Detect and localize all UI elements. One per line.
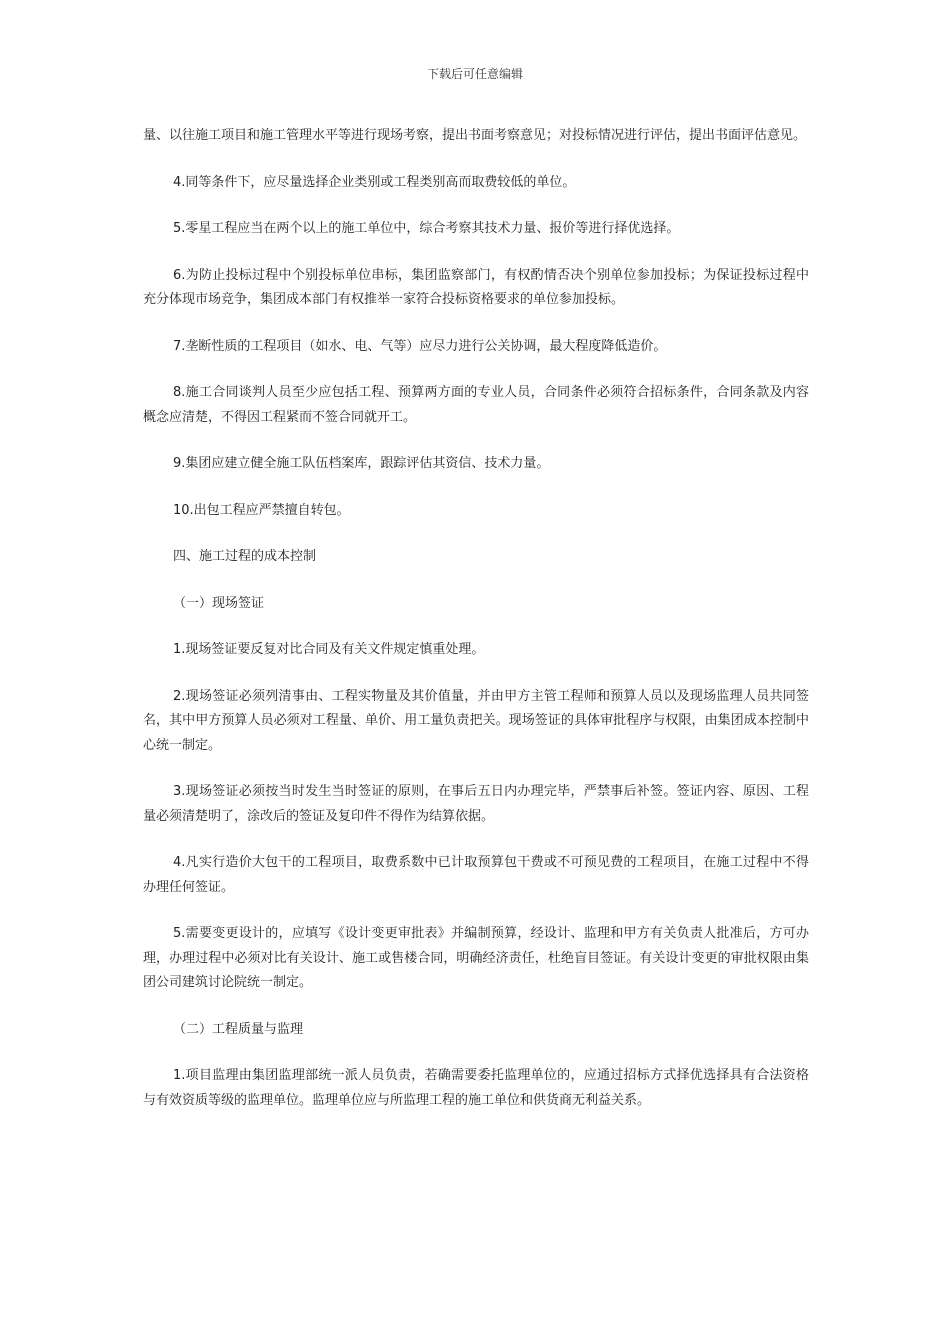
page-header: 下载后可任意编辑: [426, 67, 523, 81]
paragraph-item-5: 5.零星工程应当在两个以上的施工单位中，综合考察其技术力量、报价等进行择优选择。: [173, 221, 680, 236]
paragraph-visa-1: 1.现场签证要反复对比合同及有关文件规定慎重处理。: [173, 642, 485, 657]
paragraph-visa-5: 5.需要变更设计的，应填写《设计变更审批表》并编制预算，经设计、监理和甲方有关负责人批准后，方可办理，办理过程中必须对比有关设计、施工或售楼合同，明确经济责任，杜绝盲目签证。有关设计变更的审批权限由集团公司建筑讨论院统一制定。: [143, 926, 809, 990]
paragraph-item-9: 9.集团应建立健全施工队伍档案库，跟踪评估其资信、技术力量。: [173, 456, 550, 471]
paragraph-visa-4: 4.凡实行造价大包干的工程项目，取费系数中已计取预算包干费或不可预见费的工程项目，在施工过程中不得办理任何签证。: [143, 855, 809, 895]
subsection-heading-site-visa: （一）现场签证: [173, 595, 265, 611]
paragraph-quality-1: 1.项目监理由集团监理部统一派人员负责，若确需要委托监理单位的，应通过招标方式择优选择具有合法资格与有效资质等级的监理单位。监理单位应与所监理工程的施工单位和供货商无利益关系。: [143, 1068, 809, 1108]
paragraph-visa-3: 3.现场签证必须按当时发生当时签证的原则，在事后五日内办理完毕，严禁事后补签。签证内容、原因、工程量必须清楚明了，涂改后的签证及复印件不得作为结算依据。: [143, 784, 809, 824]
subsection-heading-quality: （二）工程质量与监理: [173, 1021, 304, 1037]
paragraph-item-8: 8.施工合同谈判人员至少应包括工程、预算两方面的专业人员，合同条件必须符合招标条件，合同条款及内容概念应清楚，不得因工程紧而不签合同就开工。: [143, 385, 809, 425]
section-heading-4: 四、施工过程的成本控制: [173, 549, 317, 564]
document-body: [143, 124, 809, 1135]
paragraph-item-6: 6.为防止投标过程中个别投标单位串标，集团监察部门，有权酌情否决个别单位参加投标；为保证投标过程中充分体现市场竞争，集团成本部门有权推举一家符合投标资格要求的单位参加投标。: [143, 267, 809, 307]
paragraph-item-10: 10.出包工程应严禁擅自转包。: [173, 502, 350, 518]
paragraph-item-4: 4.同等条件下，应尽量选择企业类别或工程类别高而取费较低的单位。: [173, 174, 576, 190]
paragraph-visa-2: 2.现场签证必须列清事由、工程实物量及其价值量，并由甲方主管工程师和预算人员以及现场监理人员共同签名，其中甲方预算人员必须对工程量、单价、用工量负责把关。现场签证的具体审批程序与权限，由集团成本控制中心统一制定。: [143, 688, 809, 753]
paragraph-item-7: 7.垄断性质的工程项目（如水、电、气等）应尽力进行公关协调，最大程度降低造价。: [173, 338, 667, 354]
paragraph-continuation: 量、以往施工项目和施工管理水平等进行现场考察，提出书面考察意见；对投标情况进行评估，提出书面评估意见。: [143, 128, 807, 143]
